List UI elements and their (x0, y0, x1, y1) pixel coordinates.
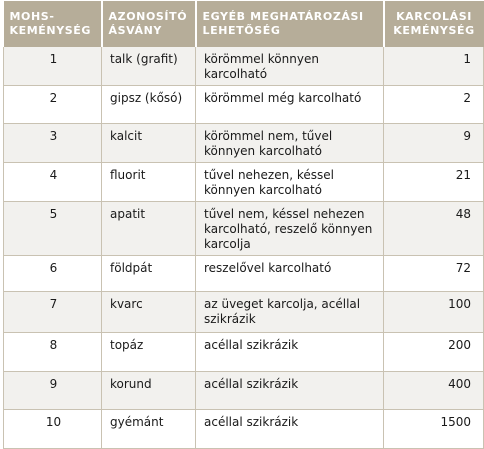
cell-method: körömmel még karcolható (196, 85, 384, 123)
cell-method: az üveget karcolja, acéllal szikrázik (196, 291, 384, 332)
cell-mineral: földpát (102, 255, 196, 291)
mohs-hardness-table (3, 1, 484, 449)
table-row (4, 291, 484, 332)
header-row (4, 1, 484, 47)
cell-method: acéllal szikrázik (196, 409, 384, 448)
cell-scratch: 2 (384, 85, 484, 123)
header-scratch-hardness: KARCOLÁSI KEMÉNYSÉG (384, 1, 484, 47)
cell-mineral: topáz (102, 332, 196, 371)
table-row (4, 85, 484, 123)
table-row (4, 255, 484, 291)
cell-mohs: 6 (4, 255, 102, 291)
cell-scratch: 21 (384, 162, 484, 201)
cell-mineral: korund (102, 371, 196, 409)
cell-method: tűvel nehezen, késsel könnyen karcolható (196, 162, 384, 201)
table-row (4, 371, 484, 409)
cell-mohs: 10 (4, 409, 102, 448)
header-mohs-hardness: MOHS- KEMÉNYSÉG (4, 1, 102, 47)
table-row (4, 332, 484, 371)
cell-mohs: 4 (4, 162, 102, 201)
table-row (4, 162, 484, 201)
cell-mohs: 2 (4, 85, 102, 123)
table-row (4, 201, 484, 255)
cell-mohs: 9 (4, 371, 102, 409)
cell-mineral: apatit (102, 201, 196, 255)
cell-mohs: 1 (4, 47, 102, 85)
cell-mineral: kalcit (102, 123, 196, 162)
cell-method: körömmel könnyen karcolható (196, 47, 384, 85)
cell-scratch: 200 (384, 332, 484, 371)
cell-method: acéllal szikrázik (196, 332, 384, 371)
cell-mineral: gyémánt (102, 409, 196, 448)
cell-method: tűvel nem, késsel nehezen karcolható, reszelő könnyen karcolja (196, 201, 384, 255)
cell-mineral: fluorit (102, 162, 196, 201)
header-other-method: EGYÉB MEGHATÁROZÁSI LEHETŐSÉG (196, 1, 384, 47)
cell-mineral: kvarc (102, 291, 196, 332)
cell-method: körömmel nem, tűvel könnyen karcolható (196, 123, 384, 162)
cell-mohs: 5 (4, 201, 102, 255)
cell-mineral: talk (grafit) (102, 47, 196, 85)
cell-scratch: 48 (384, 201, 484, 255)
cell-method: reszelővel karcolható (196, 255, 384, 291)
table-row (4, 47, 484, 85)
cell-mohs: 8 (4, 332, 102, 371)
cell-scratch: 400 (384, 371, 484, 409)
cell-scratch: 100 (384, 291, 484, 332)
cell-scratch: 9 (384, 123, 484, 162)
cell-scratch: 1 (384, 47, 484, 85)
cell-scratch: 1500 (384, 409, 484, 448)
cell-method: acéllal szikrázik (196, 371, 384, 409)
cell-mohs: 3 (4, 123, 102, 162)
cell-scratch: 72 (384, 255, 484, 291)
cell-mineral: gipsz (kősó) (102, 85, 196, 123)
cell-mohs: 7 (4, 291, 102, 332)
table-row (4, 409, 484, 448)
header-identifying-mineral: AZONOSÍTÓ ÁSVÁNY (102, 1, 196, 47)
table-row (4, 123, 484, 162)
